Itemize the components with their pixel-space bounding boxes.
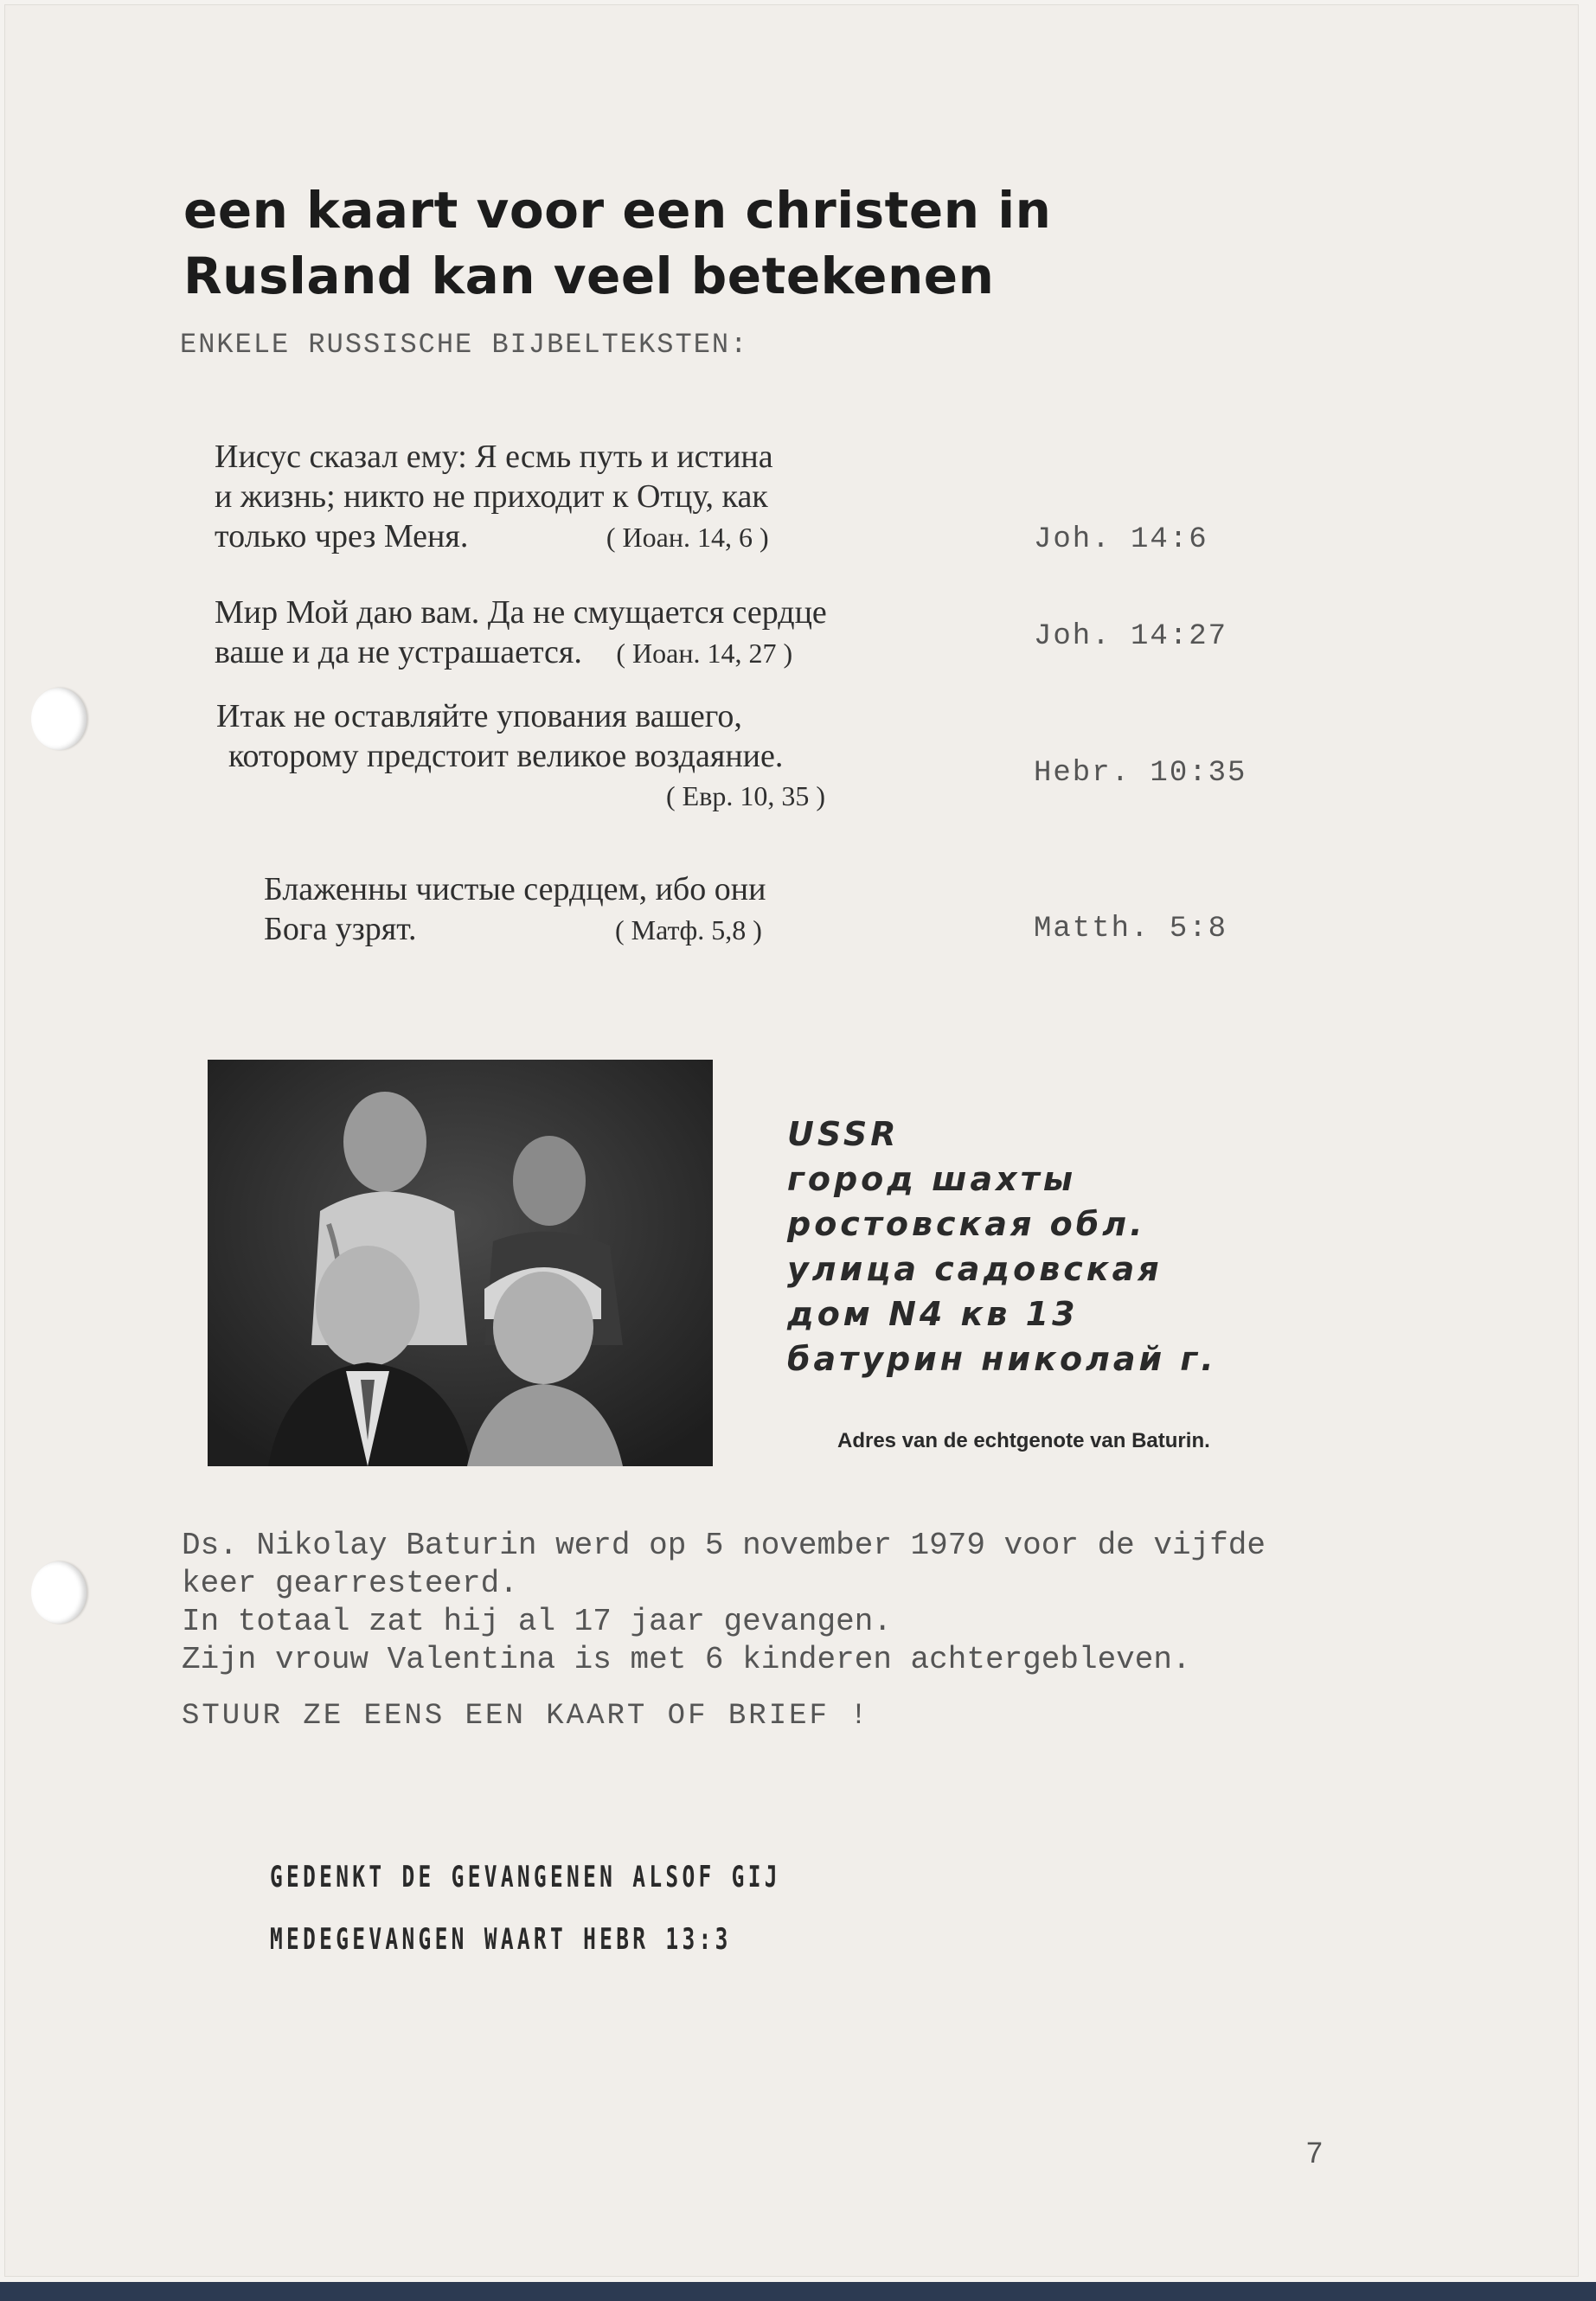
verse-line: и жизнь; никто не приходит к Отцу, как [215,478,768,515]
page-number: 7 [1306,2137,1323,2170]
verse-line: Бога узрят. ( Матф. 5,8 ) [264,911,762,947]
binder-hole [31,688,87,750]
paragraph-line: Ds. Nikolay Baturin werd op 5 november 1979 voor de vijfde [182,1528,1266,1563]
verse-citation: ( Матф. 5,8 ) [615,914,762,945]
verse-1 [215,437,773,557]
address-line: дом N4 кв 13 [787,1295,1079,1333]
verse-citation: ( Иоан. 14, 6 ) [606,522,769,553]
verse-line: которому предстоит великое воздаяние. [228,738,784,774]
page-title [183,177,1051,309]
title-line-2: Rusland kan veel betekenen [183,247,995,305]
address-line: город шахты [787,1160,1077,1198]
binder-hole [31,1561,87,1624]
page-bottom-edge [0,2282,1596,2301]
bible-reference: Joh. 14:27 [1034,620,1228,653]
address-line: батурин николай г. [787,1340,1217,1378]
call-to-action: STUUR ZE EENS EEN KAART OF BRIEF ! [182,1700,870,1733]
bible-reference: Joh. 14:6 [1034,523,1208,556]
address-line: улица садовская [787,1250,1163,1288]
verse-line: Мир Мой даю вам. Да не смущается сердце [215,594,827,631]
title-line-1: een kaart voor een christen in [183,181,1052,240]
verse-line: только чрез Меня. ( Иоан. 14, 6 ) [215,518,769,554]
verse-line: Итак не оставляйте упования вашего, [216,698,742,734]
motto-line-1: GEDENKT DE GEVANGENEN ALSOF GIJ [270,1860,781,1894]
section-subtitle: ENKELE RUSSISCHE BIJBELTEKSTEN: [180,329,749,361]
verse-citation: ( Иоан. 14, 27 ) [616,638,793,669]
bible-reference: Matth. 5:8 [1034,913,1228,945]
paragraph-line: Zijn vrouw Valentina is met 6 kinderen achtergebleven. [182,1642,1191,1677]
verse-line: ваше и да не устрашается. ( Иоан. 14, 27 ) [215,634,793,670]
motto-line-2: MEDEGEVANGEN WAART HEBR 13:3 [270,1922,732,1957]
verse-line: Блаженны чистые сердцем, ибо они [264,871,766,907]
verse-citation: ( Евр. 10, 35 ) [666,780,825,811]
verse-3 [216,696,825,816]
verse-4 [264,869,766,950]
photo-caption: Adres van de echtgenote van Baturin. [837,1429,1210,1452]
address-line: USSR [787,1115,900,1153]
verse-line: Иисус сказал ему: Я есмь путь и истина [215,439,773,475]
body-paragraph [182,1527,1266,1679]
address-line: ростовская обл. [787,1205,1146,1243]
handwritten-address [787,1112,1217,1381]
paragraph-line: In totaal zat hij al 17 jaar gevangen. [182,1604,892,1639]
bible-reference: Hebr. 10:35 [1034,757,1247,790]
family-photo [208,1060,713,1466]
verse-2 [215,593,827,673]
paragraph-line: keer gearresteerd. [182,1566,518,1601]
